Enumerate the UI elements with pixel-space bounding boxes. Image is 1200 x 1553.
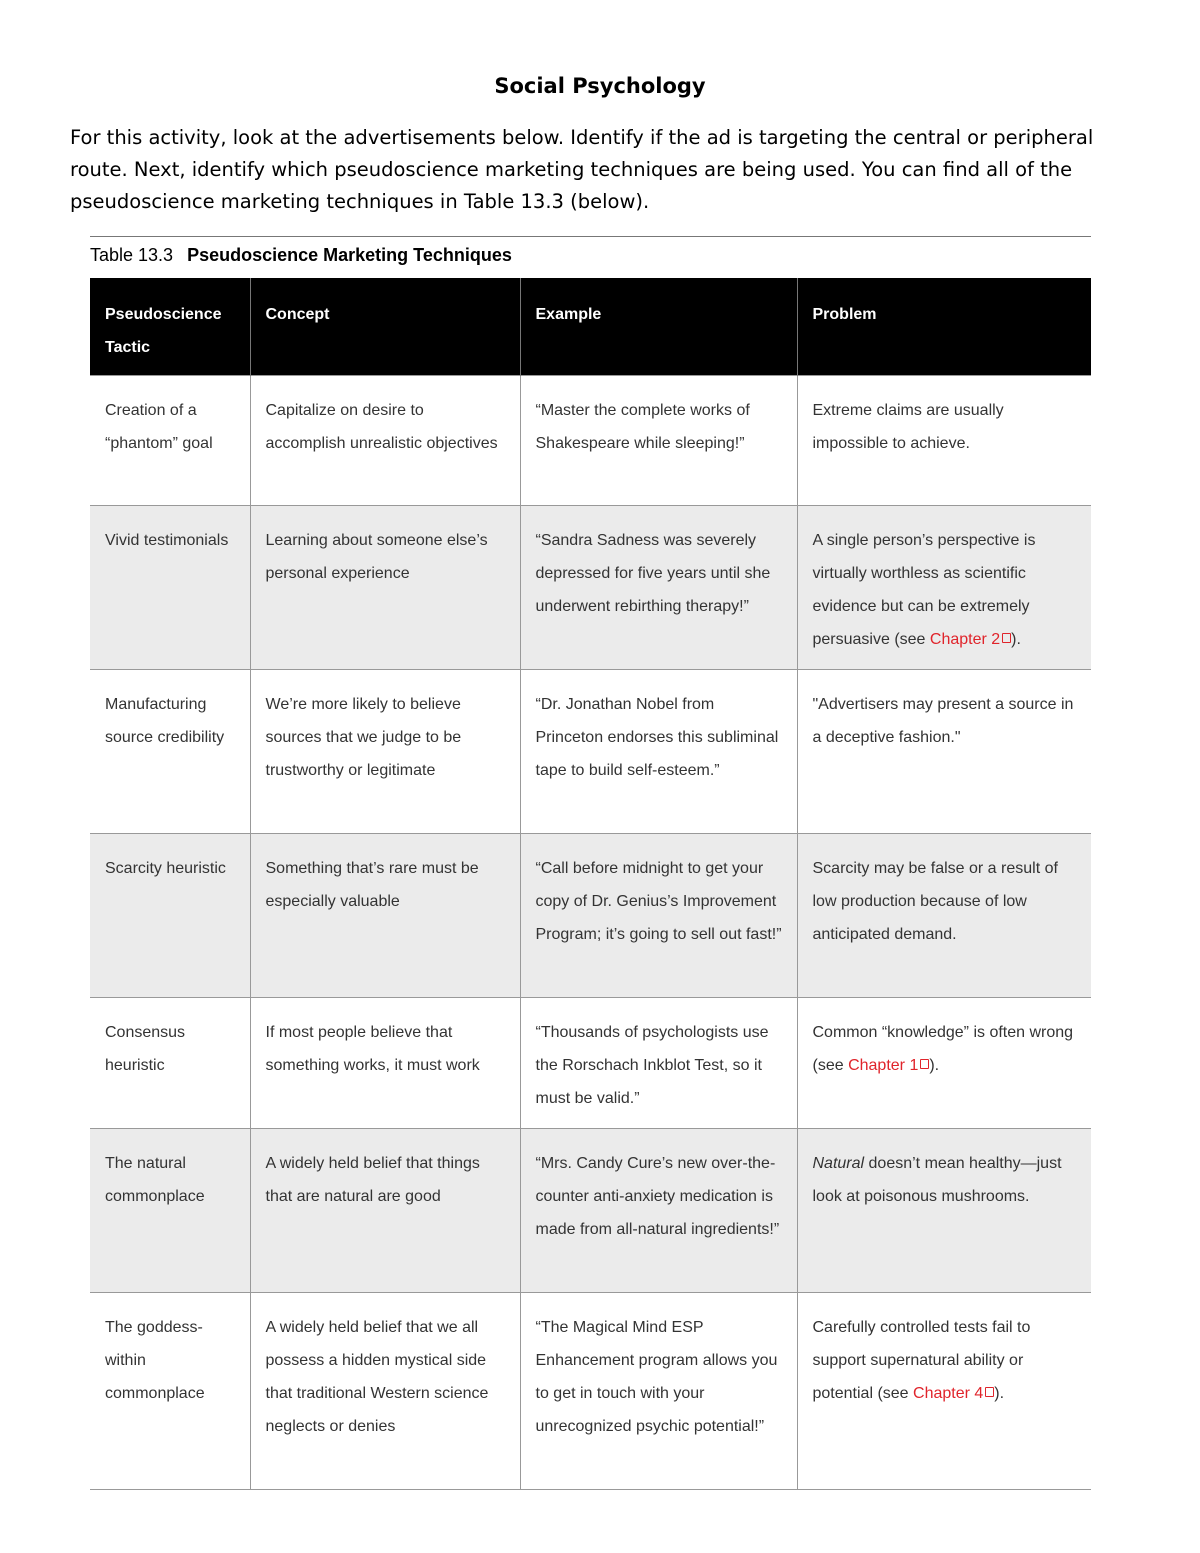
cell-concept: If most people believe that something works, it must work xyxy=(250,997,520,1128)
cell-problem: Natural doesn’t mean healthy—just look at poisonous mushrooms. xyxy=(797,1128,1091,1292)
table-row xyxy=(90,1292,1091,1489)
cell-problem: "Advertisers may present a source in a deceptive fashion." xyxy=(797,669,1091,833)
cell-problem: Common “knowledge” is often wrong (see Chapter 1 ). xyxy=(797,997,1091,1128)
page-title: Social Psychology xyxy=(494,74,706,98)
table-row xyxy=(90,997,1091,1128)
cell-concept: Learning about someone else’s personal experience xyxy=(250,505,520,669)
table-caption-number: Table 13.3 xyxy=(90,245,174,265)
cell-concept: We’re more likely to believe sources that we judge to be trustworthy or legitimate xyxy=(250,669,520,833)
table-row xyxy=(90,375,1091,505)
cell-example: “Master the complete works of Shakespeare while sleeping!” xyxy=(520,375,797,505)
header-example: Example xyxy=(520,278,797,375)
header-problem: Problem xyxy=(797,278,1091,375)
cell-example: “Dr. Jonathan Nobel from Princeton endorses this subliminal tape to build self-esteem.” xyxy=(520,669,797,833)
cell-example: “The Magical Mind ESP Enhancement program allows you to get in touch with your unrecognized psychic potential!” xyxy=(520,1292,797,1489)
cell-concept: A widely held belief that we all possess a hidden mystical side that traditional Western science neglects or denies xyxy=(250,1292,520,1489)
table-row xyxy=(90,505,1091,669)
cell-example: “Mrs. Candy Cure’s new over-the-counter anti-anxiety medication is made from all-natural ingredients!” xyxy=(520,1128,797,1292)
cell-tactic: Scarcity heuristic xyxy=(90,833,250,997)
cell-concept: A widely held belief that things that are natural are good xyxy=(250,1128,520,1292)
header-concept: Concept xyxy=(250,278,520,375)
table-header-row xyxy=(90,278,1091,375)
external-link-icon xyxy=(985,1387,994,1397)
cell-example: “Call before midnight to get your copy of Dr. Genius’s Improvement Program; it’s going to sell out fast!” xyxy=(520,833,797,997)
table-row xyxy=(90,669,1091,833)
cell-tactic: Vivid testimonials xyxy=(90,505,250,669)
intro-paragraph: For this activity, look at the advertisements below. Identify if the ad is targeting the central or peripheral route. Next, identify which pseudoscience marketing techniques are being used. You can find all of the pseudoscience marketing techniques in Table 13.3 (below). xyxy=(70,126,1094,213)
table-caption-title: Pseudoscience Marketing Techniques xyxy=(187,245,512,265)
cell-tactic: Consensus heuristic xyxy=(90,997,250,1128)
cell-problem: Carefully controlled tests fail to support supernatural ability or potential (see Chapter 4 ). xyxy=(797,1292,1091,1489)
table-row xyxy=(90,1128,1091,1292)
cell-example: “Sandra Sadness was severely depressed for five years until she underwent rebirthing therapy!” xyxy=(520,505,797,669)
external-link-icon xyxy=(1002,633,1011,643)
cell-problem: A single person’s perspective is virtually worthless as scientific evidence but can be extremely persuasive (see Chapter 2 ). xyxy=(797,505,1091,669)
cell-tactic: Creation of a “phantom” goal xyxy=(90,375,250,505)
cell-concept: Capitalize on desire to accomplish unrealistic objectives xyxy=(250,375,520,505)
chapter-4-link[interactable]: Chapter 4 xyxy=(913,1385,994,1402)
table-top-rule xyxy=(90,236,1091,237)
cell-problem: Extreme claims are usually impossible to achieve. xyxy=(797,375,1091,505)
cell-tactic: The goddess-within commonplace xyxy=(90,1292,250,1489)
chapter-1-link[interactable]: Chapter 1 xyxy=(848,1057,929,1074)
external-link-icon xyxy=(920,1059,929,1069)
table-caption xyxy=(90,245,512,266)
chapter-2-link[interactable]: Chapter 2 xyxy=(930,631,1011,648)
cell-example: “Thousands of psychologists use the Rorschach Inkblot Test, so it must be valid.” xyxy=(520,997,797,1128)
cell-tactic: The natural commonplace xyxy=(90,1128,250,1292)
table-row xyxy=(90,833,1091,997)
problem-text: A single person’s perspective is virtually worthless as scientific evidence but can be extremely persuasive (see xyxy=(812,531,1036,648)
cell-concept: Something that’s rare must be especially valuable xyxy=(250,833,520,997)
cell-problem: Scarcity may be false or a result of low production because of low anticipated demand. xyxy=(797,833,1091,997)
header-tactic: Pseudoscience Tactic xyxy=(90,278,250,375)
pseudoscience-table xyxy=(90,278,1091,1490)
cell-tactic: Manufacturing source credibility xyxy=(90,669,250,833)
